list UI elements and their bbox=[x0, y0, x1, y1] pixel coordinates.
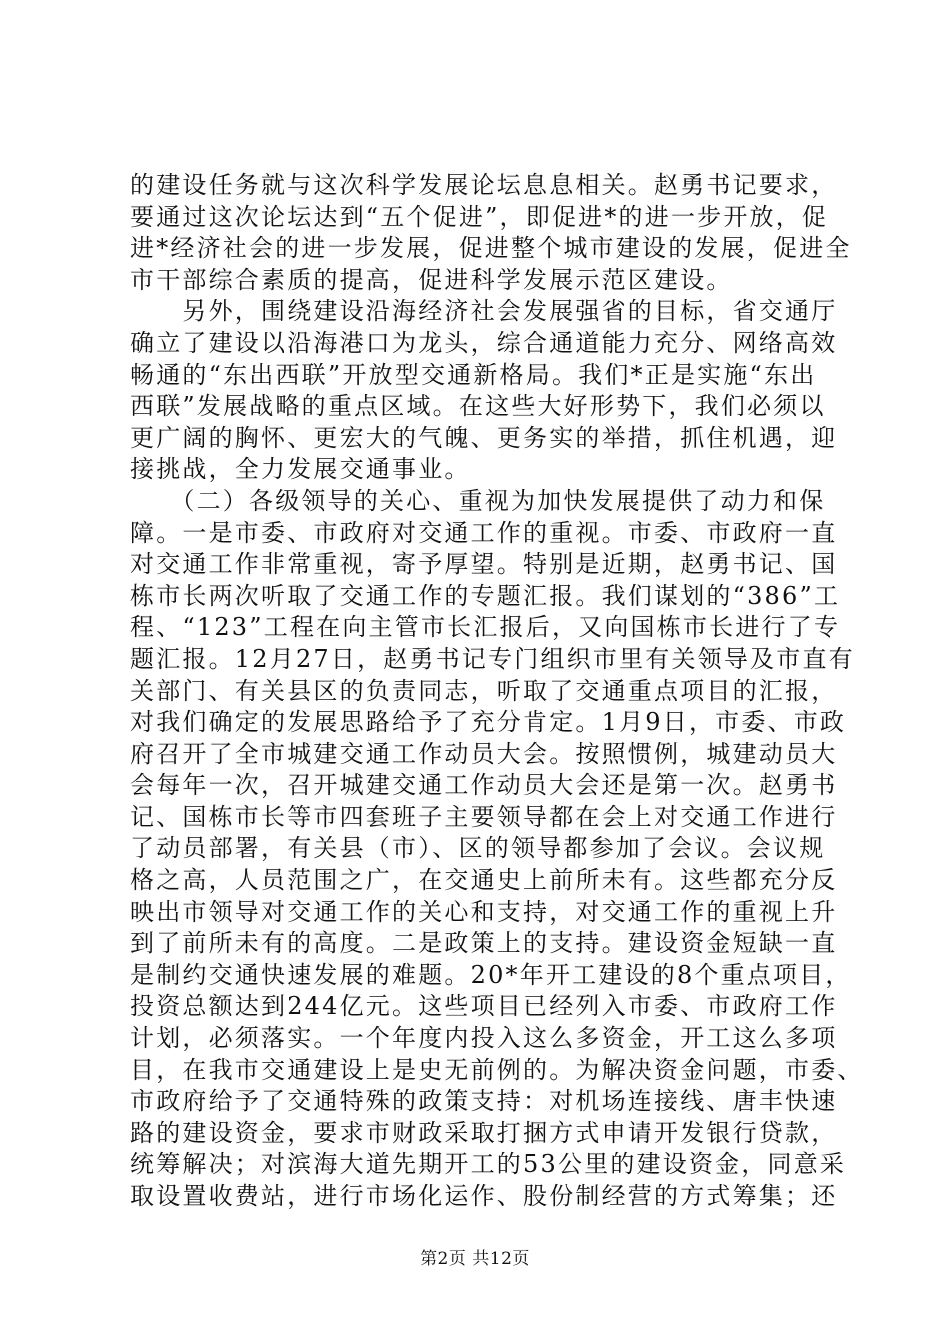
text-line: 路的建设资金，要求市财政采取打捆方式申请开发银行贷款， bbox=[130, 1118, 838, 1147]
body-text bbox=[130, 170, 864, 1213]
text-line: 进*经济社会的进一步发展，促进整个城市建设的发展，促进全 bbox=[130, 234, 852, 263]
text-line: 记、国栋市长等市四套班子主要领导都在会上对交通工作进行 bbox=[130, 802, 838, 831]
text-line: 市干部综合素质的提高，促进科学发展示范区建设。 bbox=[130, 265, 733, 294]
text-line: 府召开了全市城建交通工作动员大会。按照惯例，城建动员大 bbox=[130, 739, 838, 768]
text-line: （二）各级领导的关心、重视为加快发展提供了动力和保 bbox=[130, 486, 826, 515]
text-line: 障。一是市委、市政府对交通工作的重视。市委、市政府一直 bbox=[130, 518, 838, 547]
text-line: 另外，围绕建设沿海经济社会发展强省的目标，省交通厅 bbox=[130, 297, 838, 326]
text-line: 会每年一次，召开城建交通工作动员大会还是第一次。赵勇书 bbox=[130, 771, 838, 800]
text-line: 接挑战，全力发展交通事业。 bbox=[130, 455, 471, 484]
text-line: 目，在我市交通建设上是史无前例的。为解决资金问题，市委、 bbox=[130, 1055, 864, 1084]
text-line: 取设置收费站，进行市场化运作、股份制经营的方式筹集；还 bbox=[130, 1182, 838, 1210]
text-line: 要通过这次论坛达到“五个促进”，即促进*的进一步开放，促 bbox=[130, 202, 829, 231]
text-line: 确立了建设以沿海港口为龙头，综合通道能力充分、网络高效 bbox=[130, 328, 838, 357]
text-line: 映出市领导对交通工作的关心和支持，对交通工作的重视上升 bbox=[130, 897, 838, 926]
text-line: 题汇报。12月27日，赵勇书记专门组织市里有关领导及市直有 bbox=[130, 644, 855, 673]
text-line: 了动员部署，有关县（市）、区的领导都参加了会议。会议规 bbox=[130, 834, 826, 863]
text-line: 到了前所未有的高度。二是政策上的支持。建设资金短缺一直 bbox=[130, 929, 838, 958]
text-line: 程、“123”工程在向主管市长汇报后，又向国栋市长进行了专 bbox=[130, 613, 841, 642]
text-line: 的建设任务就与这次科学发展论坛息息相关。赵勇书记要求， bbox=[130, 171, 838, 199]
text-line: 栋市长两次听取了交通工作的专题汇报。我们谋划的“386”工 bbox=[130, 581, 841, 610]
text-line: 畅通的“东出西联”开放型交通新格局。我们*正是实施“东出 bbox=[130, 360, 817, 389]
text-line: 西联”发展战略的重点区域。在这些大好形势下，我们必须以 bbox=[130, 392, 826, 421]
text-line: 是制约交通快速发展的难题。20*年开工建设的8个重点项目， bbox=[130, 960, 852, 989]
text-line: 统筹解决；对滨海大道先期开工的53公里的建设资金，同意采 bbox=[130, 1150, 847, 1179]
page-number-footer: 第2页 共12页 bbox=[420, 1249, 530, 1269]
text-line: 投资总额达到244亿元。这些项目已经列入市委、市政府工作 bbox=[130, 992, 838, 1021]
text-line: 关部门、有关县区的负责同志，听取了交通重点项目的汇报， bbox=[130, 676, 838, 705]
text-line: 格之高，人员范围之广，在交通史上前所未有。这些都充分反 bbox=[130, 866, 838, 895]
text-line: 更广阔的胸怀、更宏大的气魄、更务实的举措，抓住机遇，迎 bbox=[130, 423, 838, 452]
text-line: 对交通工作非常重视，寄予厚望。特别是近期，赵勇书记、国 bbox=[130, 550, 838, 579]
text-line: 市政府给予了交通特殊的政策支持：对机场连接线、唐丰快速 bbox=[130, 1087, 838, 1116]
text-line: 计划，必须落实。一个年度内投入这么多资金，开工这么多项 bbox=[130, 1024, 838, 1053]
text-line: 对我们确定的发展思路给予了充分肯定。1月9日，市委、市政 bbox=[130, 708, 847, 737]
